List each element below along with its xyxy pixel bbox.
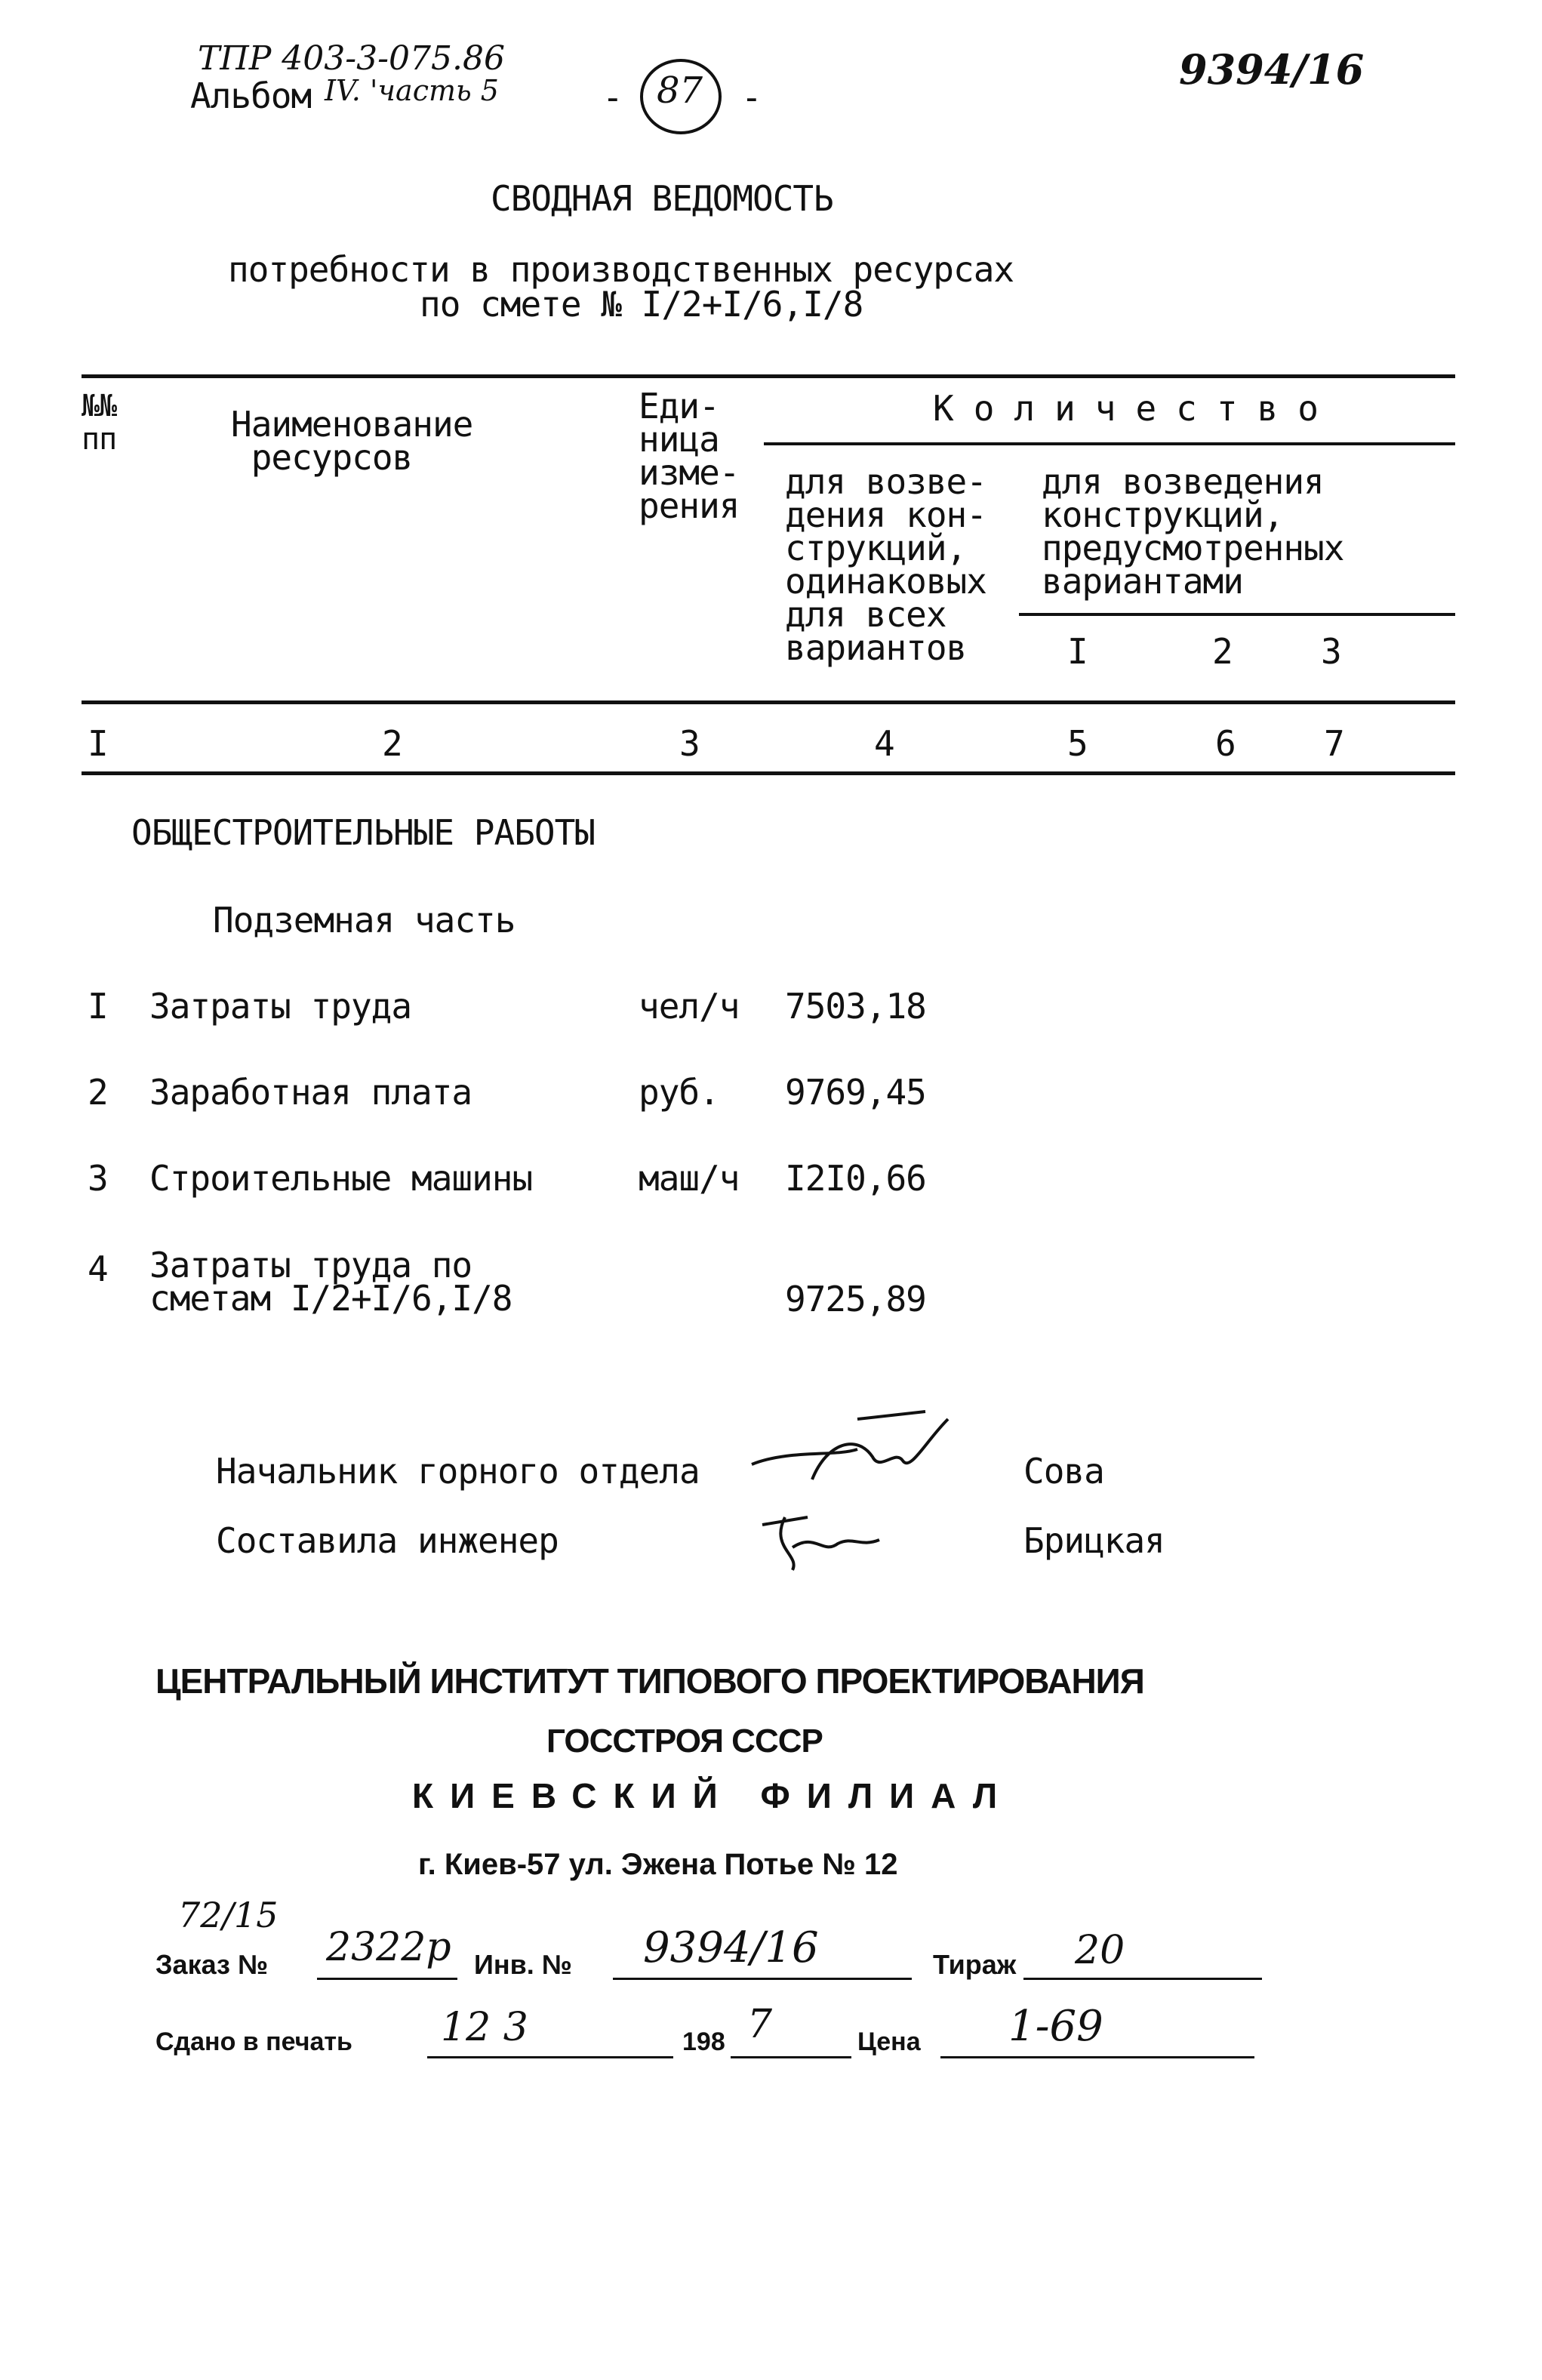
document-subtitle-line2: по смете № I/2+I/6,I/8 (420, 284, 863, 325)
column-number: 6 (1215, 723, 1236, 764)
col-header-name: Наименование ресурсов (231, 404, 473, 478)
submitted-underline (427, 2056, 673, 2058)
price-underline (940, 2056, 1254, 2058)
column-number: 5 (1067, 723, 1088, 764)
handwritten-signature-1 (744, 1404, 956, 1502)
album-label: Альбом (190, 75, 312, 116)
variant-3: 3 (1321, 631, 1341, 672)
row-quantity: 7503,18 (785, 986, 926, 1027)
order-label: Заказ № (155, 1949, 269, 1980)
col-header-number: №№ пп (82, 389, 117, 457)
row-quantity: I2I0,66 (785, 1158, 926, 1199)
handwritten-signature-2 (755, 1502, 883, 1585)
variants-rule (1019, 613, 1455, 616)
row-quantity: 9725,89 (785, 1279, 926, 1319)
variant-1: I (1067, 631, 1088, 672)
column-number: I (88, 723, 108, 764)
submitted-label: Сдано в печать (155, 2027, 352, 2056)
page-dash-left: - (602, 77, 623, 118)
table-top-rule (82, 374, 1455, 378)
row-number: 3 (88, 1158, 108, 1199)
year-value: 7 (747, 2002, 773, 2047)
signature-name-2: Брицкая (1023, 1520, 1165, 1561)
album-handwritten-value: IV. 'часть 5 (325, 74, 499, 107)
variant-2: 2 (1212, 631, 1233, 672)
order-value: 2322р (326, 1925, 451, 1970)
row-name: Затраты труда (149, 986, 412, 1027)
year-label: 198 (682, 2027, 725, 2056)
signature-role-1: Начальник горного отдела (216, 1451, 700, 1492)
inventory-underline (613, 1978, 912, 1980)
row-name: Строительные машины (149, 1158, 533, 1199)
inventory-label: Инв. № (474, 1949, 572, 1980)
col-header-quantity: Количество (933, 388, 1338, 429)
inventory-value: 9394/16 (643, 1923, 819, 1972)
row-name: Затраты труда по сметам I/2+I/6,I/8 (149, 1245, 512, 1319)
price-value: 1-69 (1008, 2002, 1103, 2051)
signature-name-1: Сова (1023, 1451, 1104, 1492)
handwritten-project-code: ТПР 403-3-075.86 (198, 39, 505, 78)
price-label: Цена (857, 2027, 921, 2056)
row-unit: маш/ч (639, 1158, 740, 1199)
col-header-common: для возве- дения кон- струкций, одинаковых для всех вариантов (785, 461, 986, 668)
page-dash-right: - (741, 77, 762, 118)
row-unit: чел/ч (639, 986, 740, 1027)
year-underline (731, 2056, 851, 2058)
signature-role-2: Составила инженер (216, 1520, 559, 1561)
inventory-handwritten: 9394/16 (1179, 45, 1365, 94)
numbers-bottom-rule (82, 771, 1455, 775)
print-run-value: 20 (1075, 1928, 1125, 1973)
column-number: 4 (874, 723, 894, 764)
column-number: 3 (679, 723, 700, 764)
institute-parent: ГОССТРОЯ СССР (546, 1723, 823, 1760)
column-number: 7 (1324, 723, 1344, 764)
order-underline (317, 1978, 457, 1980)
row-name: Заработная плата (149, 1072, 472, 1113)
submitted-value: 12 3 (441, 2005, 528, 2050)
row-number: 2 (88, 1072, 108, 1113)
institute-branch: КИЕВСКИЙ ФИЛИАЛ (412, 1776, 1014, 1815)
order-note-handwritten: 72/15 (178, 1895, 279, 1935)
quantity-rule (764, 442, 1455, 445)
document-subtitle-line1: потребности в производственных ресурсах (228, 249, 1014, 290)
row-quantity: 9769,45 (785, 1072, 926, 1113)
section-title: ОБЩЕСТРОИТЕЛЬНЫЕ РАБОТЫ (131, 812, 595, 853)
section-subtitle: Подземная часть (213, 900, 516, 941)
institute-name: ЦЕНТРАЛЬНЫЙ ИНСТИТУТ ТИПОВОГО ПРОЕКТИРОВАНИЯ (155, 1661, 1144, 1701)
row-number: I (88, 986, 108, 1027)
col-header-variants: для возведения конструкций, предусмотренных вариантами (1042, 461, 1344, 602)
row-unit: руб. (639, 1072, 719, 1113)
document-title: СВОДНАЯ ВЕДОМОСТЬ (491, 178, 833, 219)
print-run-label: Тираж (933, 1949, 1017, 1980)
row-number: 4 (88, 1248, 108, 1289)
page-number: 87 (657, 69, 703, 112)
header-bottom-rule (82, 700, 1455, 704)
col-header-unit: Еди- ница изме- рения (639, 386, 740, 526)
column-number: 2 (382, 723, 402, 764)
institute-address: г. Киев-57 ул. Эжена Потье № 12 (418, 1848, 898, 1881)
print-run-underline (1023, 1978, 1262, 1980)
